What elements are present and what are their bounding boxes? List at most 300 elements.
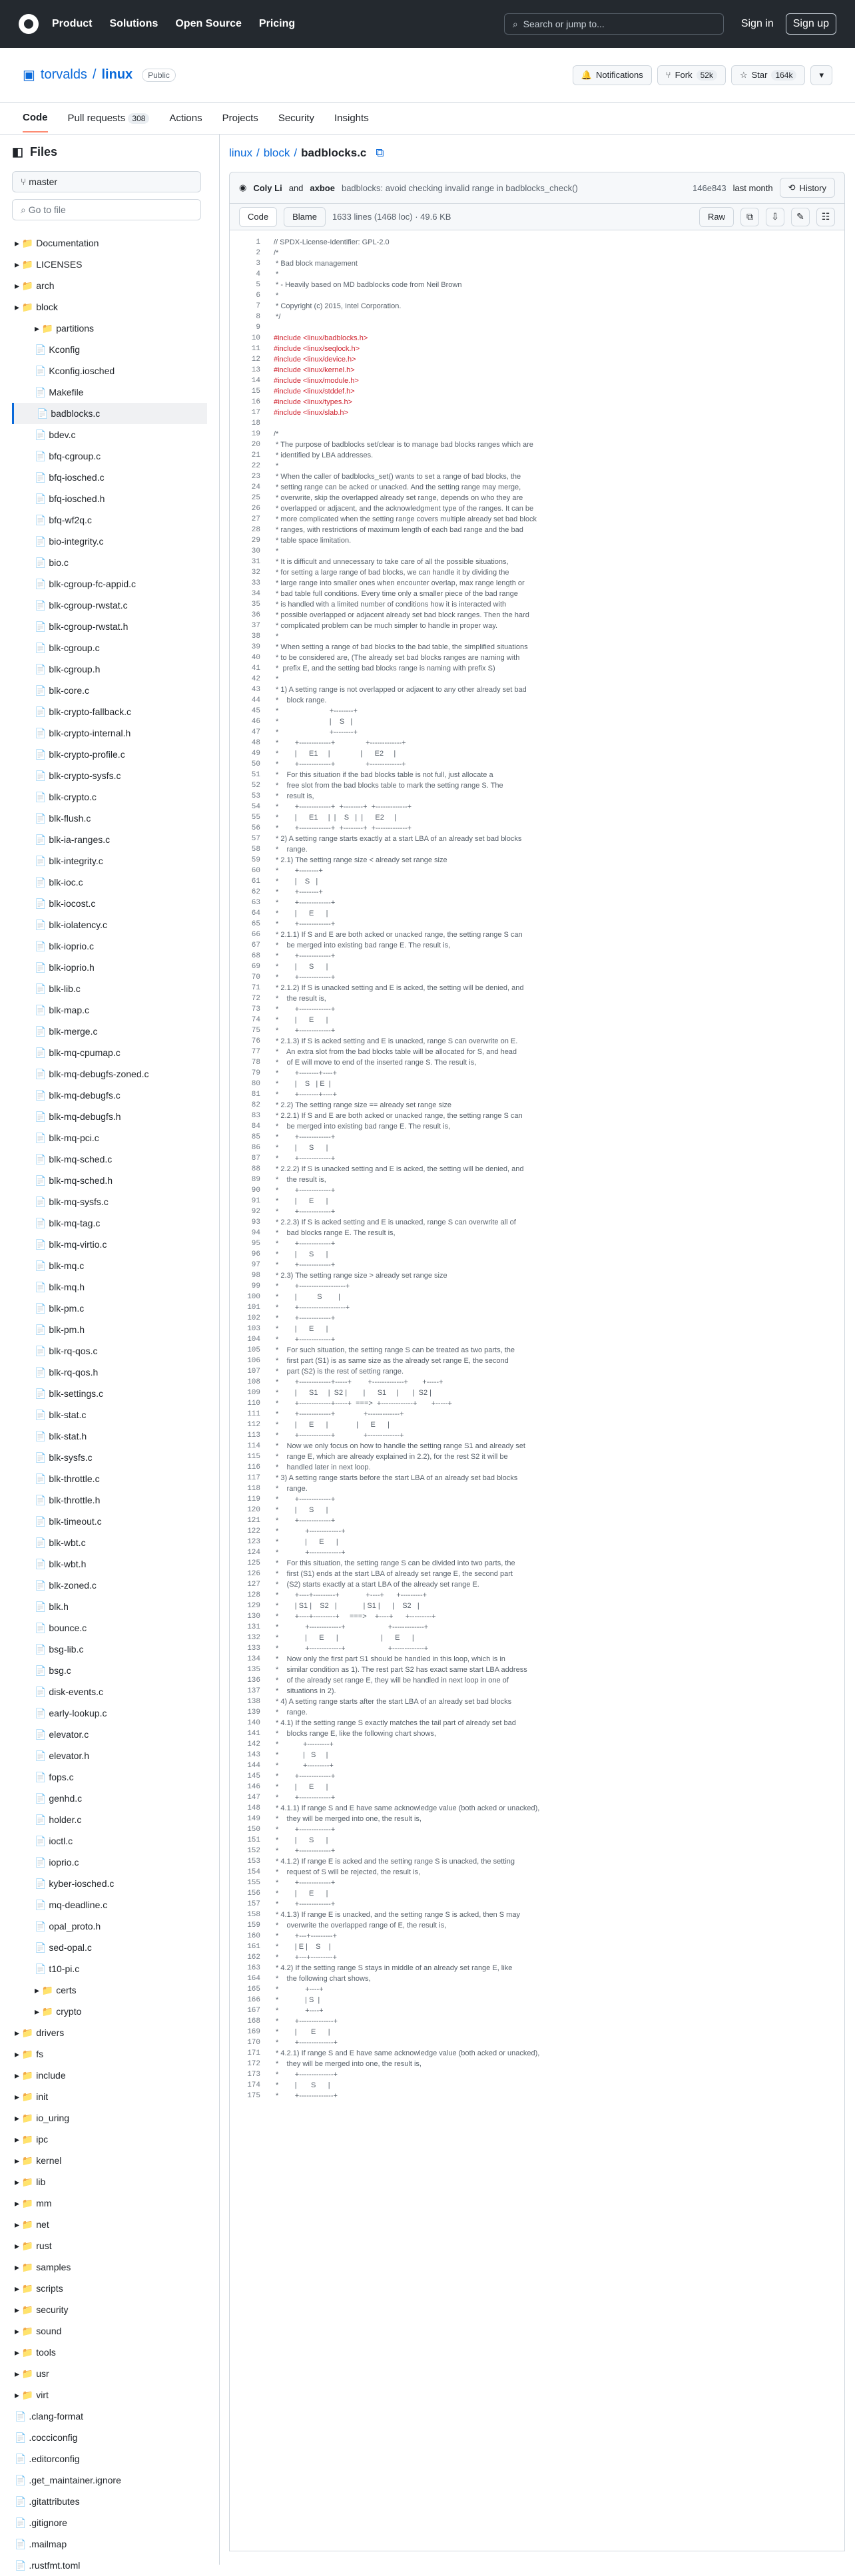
code-line: 130 * +----+---------+ ===> +----+ +---------+ — [247, 1613, 436, 1621]
sidebar-item[interactable]: 📄 blk-iolatency.c — [35, 919, 107, 930]
code-line: 51 * For this situation if the bad blocks table is not full, just allocate a — [251, 771, 493, 779]
code-line: 85 * +-------------+ — [251, 1133, 336, 1141]
code-line: 62 * +--------+ — [251, 888, 323, 896]
code-line: 109 * | S1 | S2 | | S1 | | S2 | — [247, 1389, 432, 1397]
sidebar-item[interactable]: 📄 blk-iocost.c — [35, 898, 96, 909]
code-line: 173 * +--------------+ — [247, 2071, 338, 2079]
sidebar-item[interactable]: 📄 blk-ioprio.c — [35, 941, 95, 951]
code-line: 75 * +-------------+ — [251, 1027, 336, 1035]
code-line: 73 * +-------------+ — [251, 1005, 336, 1013]
file-icon: 📄 — [35, 856, 49, 866]
tab-insights[interactable]: Insights — [334, 113, 369, 124]
file-icon: 📄 — [35, 728, 49, 738]
sidebar-item[interactable]: 📄 blk-ia-ranges.c — [35, 834, 111, 845]
sidebar-item[interactable]: 📄 blk-merge.c — [35, 1026, 98, 1037]
file-icon: 📄 — [35, 1431, 49, 1441]
folder-icon: ▸ 📁 — [35, 323, 57, 334]
sidebar-item[interactable]: 📄 blk-zoned.c — [35, 1580, 97, 1591]
sidebar-item[interactable]: ▸ 📁 mm — [15, 2198, 52, 2208]
sidebar-item[interactable]: 📄 blk-flush.c — [35, 813, 91, 824]
code-line: 26 * overlapped or adjacent, and the acknowledgment type of the ranges. It can be — [251, 505, 534, 513]
sidebar-item[interactable]: 📄 blk-wbt.c — [35, 1537, 86, 1548]
sidebar-item[interactable]: 📄 blk-ioprio.h — [35, 962, 95, 973]
code-line: 11 #include <linux/seqlock.h> — [251, 345, 360, 353]
tab-code[interactable]: Code — [23, 112, 48, 132]
tab-projects[interactable]: Projects — [222, 113, 258, 124]
code-line: 114 * Now we only focus on how to handle the setting range S1 and already set — [247, 1442, 525, 1450]
sidebar-item[interactable]: 📄 early-lookup.c — [35, 1708, 107, 1718]
code-content — [229, 230, 845, 2551]
star-button[interactable]: ☆ Star 164k — [731, 65, 806, 85]
code-line: 44 * block range. — [251, 696, 327, 704]
file-icon: 📄 — [35, 1963, 49, 1974]
file-icon: 📄 — [15, 2475, 29, 2485]
file-icon: 📄 — [35, 1346, 49, 1356]
file-icon: 📄 — [35, 557, 49, 568]
branch-selector[interactable]: ⑂ master — [12, 171, 201, 192]
code-line: 108 * +-------------+-----+ +-------------+ +-----+ — [247, 1378, 443, 1386]
sidebar-item[interactable]: 📄 blk-mq-debugfs.h — [35, 1111, 121, 1122]
sidebar-item[interactable]: ▸ 📁 arch — [15, 280, 55, 291]
code-line: 4 * — [256, 270, 279, 278]
file-icon: 📄 — [35, 1090, 49, 1101]
code-line: 47 * +--------+ — [251, 728, 358, 736]
sidebar-item[interactable]: 📄 .get_maintainer.ignore — [15, 2475, 121, 2485]
sidebar-item[interactable]: ▸ 📁 tools — [15, 2347, 56, 2358]
folder-icon: ▸ 📁 — [15, 2326, 37, 2336]
file-icon: 📄 — [35, 834, 49, 845]
file-sidebar — [0, 134, 220, 2571]
file-icon: 📄 — [35, 1921, 49, 1932]
sidebar-item[interactable]: 📄 blk-crypto-fallback.c — [35, 706, 132, 717]
sidebar-item[interactable]: 📄 blk-throttle.h — [35, 1495, 101, 1505]
sidebar-item[interactable]: ▸ 📁 scripts — [15, 2283, 63, 2294]
folder-icon: ▸ 📁 — [15, 2304, 37, 2315]
sidebar-item[interactable]: ▸ 📁 init — [15, 2091, 49, 2102]
code-view-button[interactable]: Code — [239, 207, 277, 227]
sidebar-item[interactable]: ▸ 📁 Documentation — [15, 238, 99, 248]
folder-icon: ▸ 📁 — [15, 280, 37, 291]
github-logo-icon[interactable] — [19, 14, 39, 34]
file-icon: 📄 — [35, 770, 49, 781]
sidebar-item[interactable]: 📄 sed-opal.c — [35, 1942, 92, 1953]
sidebar-item[interactable]: 📄 bsg-lib.c — [35, 1644, 84, 1655]
code-line: 74 * | E | — [251, 1016, 328, 1024]
code-line: 135 * similar condition as 1). The rest part S2 has exact same start LBA address — [247, 1666, 527, 1674]
file-icon: 📄 — [35, 919, 49, 930]
file-icon: 📄 — [35, 1111, 49, 1122]
signin-link[interactable]: Sign in — [740, 18, 774, 29]
sidebar-item[interactable]: 📄 bsg.c — [35, 1665, 71, 1676]
folder-icon: ▸ 📁 — [15, 2390, 37, 2400]
nav-open-source[interactable]: Open Source — [175, 18, 242, 29]
sidebar-item[interactable]: 📄 Makefile — [35, 387, 84, 397]
fork-button[interactable]: ⑂ Fork 52k — [657, 65, 726, 85]
copy-icon[interactable]: ⧉ — [740, 208, 759, 226]
folder-icon: ▸ 📁 — [15, 2198, 37, 2208]
sidebar-item[interactable]: 📄 blk-stat.h — [35, 1431, 87, 1441]
file-icon: 📄 — [35, 1239, 49, 1250]
code-line: 163 * 4.2) If the setting range S stays in middle of an already set range E, like — [247, 1964, 513, 1972]
sidebar-item[interactable]: 📄 blk-crypto.c — [35, 792, 97, 802]
signup-button[interactable]: Sign up — [786, 13, 836, 35]
code-line: 121 * +-------------+ — [247, 1517, 336, 1525]
code-line: 148 * 4.1.1) If range S and E have same acknowledge value (both acked or unacked), — [247, 1804, 540, 1812]
folder-icon: ▸ 📁 — [15, 302, 37, 312]
raw-button[interactable]: Raw — [699, 207, 734, 227]
sidebar-item[interactable]: 📄 .cocciconfig — [15, 2432, 78, 2443]
sidebar-item[interactable]: 📄 genhd.c — [35, 1793, 83, 1804]
code-line: 28 * ranges, with restrictions of maximum length of each bad range and the bad — [251, 526, 523, 534]
sidebar-item[interactable]: 📄 blk-ioc.c — [35, 877, 83, 888]
file-icon: 📄 — [35, 429, 49, 440]
code-line: 169 * | E | — [247, 2028, 330, 2036]
sidebar-item[interactable]: 📄 bounce.c — [35, 1623, 87, 1633]
code-line: 12 #include <linux/device.h> — [251, 356, 356, 364]
sidebar-item[interactable]: ▸ 📁 samples — [15, 2262, 71, 2272]
sidebar-item[interactable]: 📄 .editorconfig — [15, 2453, 80, 2464]
sidebar-item[interactable]: 📄 holder.c — [35, 1814, 82, 1825]
file-icon: 📄 — [35, 1218, 49, 1228]
sidebar-item[interactable]: ▸ 📁 include — [15, 2070, 66, 2081]
code-line: 53 * result is, — [251, 792, 314, 800]
code-line: 48 * +-------------+ +-------------+ — [251, 739, 406, 747]
tab-actions[interactable]: Actions — [169, 113, 202, 124]
star-dropdown-button[interactable] — [810, 65, 832, 85]
file-icon: 📄 — [15, 2411, 29, 2422]
sidebar-item[interactable]: 📄 .rustfmt.toml — [15, 2560, 81, 2571]
sidebar-item[interactable]: 📄 badblocks.c — [12, 403, 207, 424]
folder-icon: ▸ 📁 — [15, 2240, 37, 2251]
sidebar-item[interactable]: 📄 blk-mq-pci.c — [35, 1133, 99, 1143]
search-icon: ⌕ — [512, 18, 518, 29]
symbols-icon[interactable]: ☷ — [816, 208, 835, 226]
blame-view-button[interactable]: Blame — [284, 207, 326, 227]
sidebar-item[interactable]: 📄 blk.h — [35, 1601, 69, 1612]
code-line: 63 * +-------------+ — [251, 899, 336, 907]
sidebar-item[interactable]: 📄 blk-mq.c — [35, 1260, 85, 1271]
sidebar-item[interactable]: ▸ 📁 fs — [15, 2049, 44, 2059]
code-line: 95 * +-------------+ — [251, 1240, 336, 1248]
file-icon: 📄 — [15, 2432, 29, 2443]
code-line: 123 * | E | — [247, 1538, 338, 1546]
code-line: 119 * +-------------+ — [247, 1495, 336, 1503]
file-icon: 📄 — [35, 1410, 49, 1420]
code-line: 81 * +--------+----+ — [251, 1091, 338, 1099]
file-icon: 📄 — [35, 1175, 49, 1186]
sidebar-item[interactable]: ▸ 📁 net — [15, 2219, 49, 2230]
code-line: 14 #include <linux/module.h> — [251, 377, 359, 385]
sidebar-item[interactable]: ▸ 📁 ipc — [15, 2134, 49, 2145]
sidebar-item[interactable]: 📄 blk-cgroup-fc-appid.c — [35, 579, 137, 589]
search-input[interactable]: ⌕ Search or jump to... — [504, 13, 724, 35]
code-line: 67 * be merged into existing bad range E. The result is, — [251, 941, 451, 949]
file-icon: 📄 — [35, 1133, 49, 1143]
code-line: 39 * When setting a range of bad blocks to the bad table, the simplified situations — [251, 643, 528, 651]
file-stats: 1633 lines (1468 loc) · 49.6 KB — [332, 212, 451, 222]
sidebar-item[interactable]: 📄 blk-timeout.c — [35, 1516, 102, 1527]
sidebar-item[interactable]: 📄 blk-crypto-profile.c — [35, 749, 125, 760]
code-line: 1 // SPDX-License-Identifier: GPL-2.0 — [256, 238, 390, 246]
repo-name[interactable]: linux — [101, 67, 133, 82]
folder-icon: ▸ 📁 — [15, 2070, 37, 2081]
code-line: 29 * table space limitation. — [251, 537, 352, 545]
sidebar-item[interactable]: 📄 blk-mq-cpumap.c — [35, 1047, 121, 1058]
tab-pull-requests[interactable]: Pull requests 308 — [68, 113, 150, 124]
sidebar-item[interactable]: 📄 blk-mq-debugfs-zoned.c — [35, 1069, 149, 1079]
code-line: 10 #include <linux/badblocks.h> — [251, 334, 368, 342]
sidebar-item[interactable]: ▸ 📁 block — [15, 302, 58, 312]
code-line: 115 * range E, which are already explained in 2.2), for the rest S2 it will be — [247, 1453, 508, 1461]
sidebar-item[interactable]: ▸ 📁 io_uring — [15, 2113, 70, 2123]
sidebar-item[interactable]: ▸ 📁 rust — [15, 2240, 52, 2251]
commit-author-1[interactable]: Coly Li — [253, 182, 282, 193]
code-line: 165 * +----+ — [247, 1985, 324, 1993]
sidebar-item[interactable]: 📄 mq-deadline.c — [35, 1900, 108, 1910]
sidebar-item[interactable]: 📄 blk-throttle.c — [35, 1473, 100, 1484]
sidebar-item[interactable]: ▸ 📁 drivers — [15, 2027, 65, 2038]
sidebar-item[interactable]: ▸ 📁 usr — [15, 2368, 49, 2379]
sidebar-item[interactable]: 📄 bfq-wf2q.c — [35, 515, 92, 525]
sidebar-item[interactable]: 📄 blk-mq.h — [35, 1282, 85, 1292]
code-line: 92 * +-------------+ — [251, 1208, 336, 1216]
file-icon: 📄 — [35, 1537, 49, 1548]
folder-icon: ▸ 📁 — [15, 2091, 37, 2102]
code-line: 78 * of E will move to end of the inserted range S. The result is, — [251, 1059, 477, 1067]
sidebar-item[interactable]: 📄 blk-pm.c — [35, 1303, 85, 1314]
sidebar-item[interactable]: 📄 blk-cgroup-rwstat.c — [35, 600, 128, 611]
sidebar-item[interactable]: 📄 .gitattributes — [15, 2496, 80, 2507]
code-line: 25 * overwrite, skip the overlapped already set range, depends on who they are — [251, 494, 523, 502]
sidebar-item[interactable]: 📄 blk-mq-sched.h — [35, 1175, 113, 1186]
file-icon: 📄 — [35, 493, 49, 504]
code-line: 65 * +-------------+ — [251, 920, 336, 928]
code-line: 160 * +---+---------+ — [247, 1932, 338, 1940]
download-icon[interactable]: ⇩ — [766, 208, 784, 226]
breadcrumb: linux / block / badblocks.c ⧉ — [229, 146, 384, 159]
sidebar-item[interactable]: 📄 opal_proto.h — [35, 1921, 101, 1932]
code-line: 89 * the result is, — [251, 1176, 326, 1184]
file-icon: 📄 — [35, 685, 49, 696]
nav-solutions[interactable]: Solutions — [109, 18, 158, 29]
file-icon: 📄 — [35, 1196, 49, 1207]
commit-message[interactable]: badblocks: avoid checking invalid range in badblocks_check() — [341, 182, 578, 193]
code-line: 64 * | E | — [251, 909, 328, 917]
code-line: 113 * +-------------+ +-------------+ — [247, 1431, 404, 1439]
folder-icon: ▸ 📁 — [15, 2347, 37, 2358]
sidebar-item[interactable]: 📄 blk-crypto-sysfs.c — [35, 770, 121, 781]
code-line: 17 #include <linux/slab.h> — [251, 409, 348, 417]
history-button[interactable]: ⟲ History — [780, 178, 835, 198]
edit-icon[interactable]: ✎ — [791, 208, 810, 226]
sidebar-item[interactable]: 📄 Kconfig.iosched — [35, 366, 115, 376]
folder-icon: ▸ 📁 — [15, 2027, 37, 2038]
code-line: 13 #include <linux/kernel.h> — [251, 366, 355, 374]
sidebar-item[interactable]: 📄 elevator.c — [35, 1729, 89, 1740]
sidebar-item[interactable]: 📄 blk-map.c — [35, 1005, 90, 1015]
file-icon: 📄 — [37, 408, 51, 419]
file-icon: 📄 — [15, 2539, 29, 2549]
code-line: 31 * It is difficult and unnecessary to take care of all the possible situations, — [251, 558, 509, 566]
folder-icon: ▸ 📁 — [15, 2049, 37, 2059]
sidebar-item[interactable]: ▸ 📁 crypto — [35, 2006, 82, 2017]
sidebar-item[interactable]: ▸ 📁 virt — [15, 2390, 49, 2400]
sidebar-item[interactable]: 📄 blk-lib.c — [35, 983, 81, 994]
code-line: 174 * | S | — [247, 2081, 330, 2089]
code-line: 36 * possible overlapped or adjacent already set bad block ranges. Then the hard — [251, 611, 529, 619]
code-line: 7 * Copyright (c) 2015, Intel Corporation. — [256, 302, 402, 310]
code-line: 66 * 2.1.1) If S and E are both acked or unacked range, the setting range S can — [251, 931, 523, 939]
sidebar-item[interactable]: 📄 blk-mq-tag.c — [35, 1218, 101, 1228]
sidebar-item[interactable]: ▸ 📁 kernel — [15, 2155, 62, 2166]
file-icon: 📄 — [35, 344, 49, 355]
sidebar-item[interactable]: 📄 bfq-iosched.h — [35, 493, 105, 504]
sidebar-item[interactable]: 📄 .clang-format — [15, 2411, 84, 2422]
sidebar-item[interactable]: ▸ 📁 lib — [15, 2177, 46, 2187]
sidebar-item[interactable]: 📄 blk-cgroup-rwstat.h — [35, 621, 129, 632]
sidebar-item[interactable]: 📄 blk-stat.c — [35, 1410, 87, 1420]
code-line: 71 * 2.1.2) If S is unacked setting and E is acked, the setting will be denied, and — [251, 984, 524, 992]
sidebar-toggle-icon[interactable]: ◧ — [12, 145, 24, 158]
sidebar-item[interactable]: 📄 blk-integrity.c — [35, 856, 103, 866]
search-icon: ⌕ — [21, 204, 26, 215]
file-icon: 📄 — [35, 1367, 49, 1378]
sidebar-item[interactable]: 📄 blk-sysfs.c — [35, 1452, 93, 1463]
sidebar-item[interactable]: 📄 blk-crypto-internal.h — [35, 728, 131, 738]
sidebar-item[interactable]: 📄 blk-rq-qos.h — [35, 1367, 99, 1378]
code-line: 117 * 3) A setting range starts before the start LBA of an already set bad blocks — [247, 1474, 518, 1482]
folder-icon: ▸ 📁 — [15, 259, 37, 270]
sidebar-item[interactable]: 📄 disk-events.c — [35, 1686, 104, 1697]
sidebar-item[interactable]: ▸ 📁 certs — [35, 1985, 77, 1995]
code-line: 161 * | E | S | — [247, 1943, 331, 1951]
top-navigation — [0, 0, 855, 48]
sidebar-item[interactable]: ▸ 📁 security — [15, 2304, 69, 2315]
history-icon: ⟲ — [788, 182, 796, 192]
code-line: 131 * +-------------+ +-------------+ — [247, 1623, 429, 1631]
code-line: 143 * | S | — [247, 1751, 328, 1759]
code-line: 54 * +-------------+ +--------+ +-------------+ — [251, 803, 412, 811]
code-line: 101 * +-------------------+ — [247, 1304, 350, 1312]
code-line: 96 * | S | — [251, 1250, 328, 1258]
sidebar-item[interactable]: 📄 ioprio.c — [35, 1857, 79, 1868]
sidebar-item[interactable]: 📄 kyber-iosched.c — [35, 1878, 115, 1889]
sidebar-item[interactable]: 📄 blk-mq-virtio.c — [35, 1239, 107, 1250]
sidebar-item[interactable]: ▸ 📁 partitions — [35, 323, 95, 334]
file-toolbar — [229, 204, 845, 230]
sidebar-item[interactable]: 📄 bio.c — [35, 557, 69, 568]
nav-pricing[interactable]: Pricing — [258, 18, 296, 29]
code-line: 127 * (S2) starts exactly at a start LBA of the already set range E. — [247, 1581, 479, 1589]
file-icon: 📄 — [35, 1686, 49, 1697]
code-line: 172 * they will be merged into one, the result is, — [247, 2060, 422, 2068]
code-line: 76 * 2.1.3) If S is acked setting and E is unacked, range S can overwrite on E. — [251, 1037, 518, 1045]
sidebar-item[interactable]: 📄 bfq-cgroup.c — [35, 451, 101, 461]
sidebar-item[interactable]: 📄 t10-pi.c — [35, 1963, 80, 1974]
code-line: 159 * overwrite the overlapped range of E, the result is, — [247, 1922, 447, 1930]
code-line: 18 — [251, 419, 260, 427]
sidebar-item[interactable]: 📄 bio-integrity.c — [35, 536, 104, 547]
sidebar-item[interactable]: 📄 blk-cgroup.c — [35, 643, 100, 653]
breadcrumb-dir[interactable]: block — [263, 146, 290, 159]
file-icon: 📄 — [35, 1750, 49, 1761]
code-line: 156 * | E | — [247, 1890, 328, 1898]
file-icon: 📄 — [15, 2517, 29, 2528]
sidebar-item[interactable]: 📄 .gitignore — [15, 2517, 67, 2528]
code-line: 84 * be merged into existing bad range E. The result is, — [251, 1123, 451, 1131]
code-line: 110 * +-------------+-----+ ===> +-------------+ +-----+ — [247, 1400, 452, 1408]
file-icon: 📄 — [35, 1026, 49, 1037]
commit-author-2[interactable]: axboe — [310, 182, 335, 193]
sidebar-item[interactable]: ▸ 📁 sound — [15, 2326, 62, 2336]
sidebar-item[interactable]: 📄 elevator.h — [35, 1750, 90, 1761]
sidebar-item[interactable]: 📄 blk-rq-qos.c — [35, 1346, 98, 1356]
file-icon: 📄 — [35, 1601, 49, 1612]
code-line: 30 * — [251, 547, 279, 555]
file-icon: 📄 — [35, 1857, 49, 1868]
code-line: 49 * | E1 | | E2 | — [251, 750, 396, 758]
sidebar-item[interactable]: 📄 bfq-iosched.c — [35, 472, 105, 483]
code-line: 162 * +---+---------+ — [247, 1953, 338, 1961]
sidebar-item[interactable]: 📄 .mailmap — [15, 2539, 67, 2549]
tab-security[interactable]: Security — [278, 113, 314, 124]
code-line: 175 * +--------------+ — [247, 2092, 338, 2100]
folder-icon: ▸ 📁 — [15, 2177, 37, 2187]
sidebar-item[interactable]: 📄 blk-cgroup.h — [35, 664, 101, 674]
code-line: 134 * Now only the first part S1 should be handled in this loop, which is in — [247, 1655, 505, 1663]
sidebar-item[interactable]: 📄 blk-wbt.h — [35, 1559, 87, 1569]
file-icon: 📄 — [35, 1303, 49, 1314]
code-line: 128 * +----+---------+ +----+ +---------+ — [247, 1591, 428, 1599]
sidebar-item[interactable]: 📄 blk-settings.c — [35, 1388, 104, 1399]
sidebar-item[interactable]: ▸ 📁 LICENSES — [15, 259, 83, 270]
sidebar-item[interactable]: 📄 bdev.c — [35, 429, 76, 440]
sidebar-item[interactable]: 📄 blk-core.c — [35, 685, 90, 696]
file-icon: 📄 — [35, 1473, 49, 1484]
repo-owner[interactable]: torvalds — [40, 67, 87, 82]
sidebar-item[interactable]: 📄 Kconfig — [35, 344, 81, 355]
notifications-button[interactable]: 🔔 Notifications — [573, 65, 652, 85]
code-line: 170 * +--------------+ — [247, 2039, 338, 2047]
sidebar-item[interactable]: 📄 blk-pm.h — [35, 1324, 85, 1335]
folder-icon: ▸ 📁 — [15, 2155, 37, 2166]
sidebar-item[interactable]: 📄 blk-mq-sched.c — [35, 1154, 113, 1164]
code-line: 20 * The purpose of badblocks set/clear is to manage bad blocks ranges which are — [251, 441, 533, 449]
code-line: 79 * +--------+----+ — [251, 1069, 338, 1077]
go-to-file-input[interactable]: ⌕ Go to file — [12, 199, 201, 220]
copy-path-icon[interactable]: ⧉ — [376, 146, 384, 159]
file-icon: 📄 — [35, 983, 49, 994]
code-line: 61 * | S | — [251, 878, 318, 886]
file-icon: 📄 — [35, 643, 49, 653]
code-line: 133 * +-------------+ +-------------+ — [247, 1645, 429, 1653]
code-line: 87 * +-------------+ — [251, 1155, 336, 1162]
sidebar-item[interactable]: 📄 blk-mq-debugfs.c — [35, 1090, 121, 1101]
file-icon: 📄 — [35, 1069, 49, 1079]
code-line: 118 * range. — [247, 1485, 308, 1493]
nav-product[interactable]: Product — [52, 18, 93, 29]
file-icon: 📄 — [35, 621, 49, 632]
code-line: 41 * prefix E, and the setting bad blocks range is naming with prefix S) — [251, 664, 495, 672]
code-line: 157 * +-------------+ — [247, 1900, 336, 1908]
sidebar-item[interactable]: 📄 ioctl.c — [35, 1836, 73, 1846]
code-line: 125 * For this situation, the setting range S can be divided into two parts, the — [247, 1559, 515, 1567]
fork-icon: ⑂ — [665, 70, 671, 80]
breadcrumb-repo[interactable]: linux — [229, 146, 252, 159]
commit-hash[interactable]: 146e843 — [693, 182, 726, 193]
sidebar-item[interactable]: 📄 blk-mq-sysfs.c — [35, 1196, 109, 1207]
sidebar-item[interactable]: 📄 fops.c — [35, 1772, 74, 1782]
